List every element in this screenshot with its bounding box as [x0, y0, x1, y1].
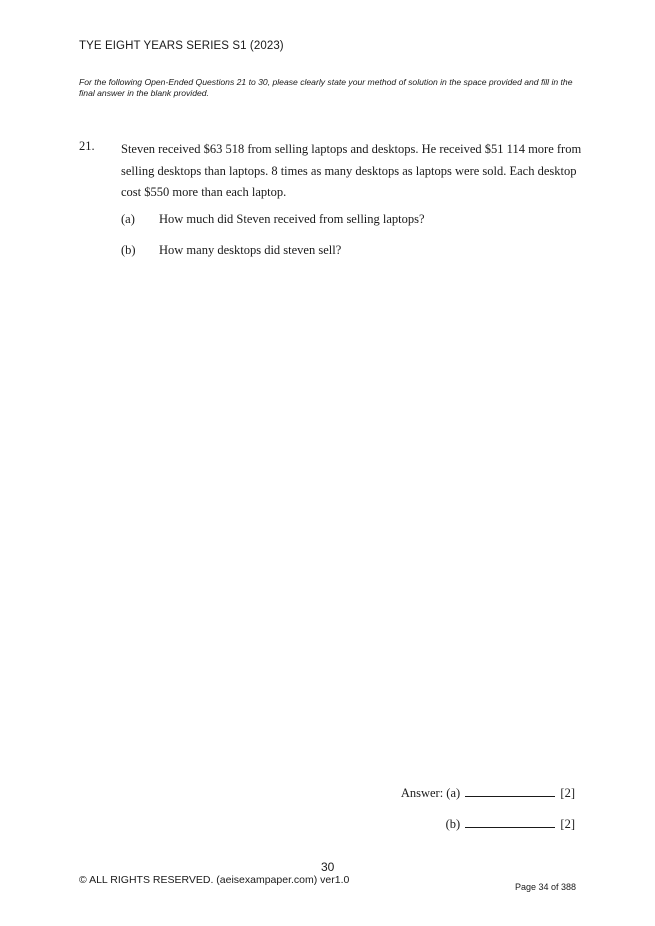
question-text: Steven received $63 518 from selling laptops and desktops. He received $51 114 more from selling desktops than laptops. 8 times as many desktops as laptops were sold. Each desktop cost $550 more than each laptop.: [121, 142, 582, 199]
answer-a-blank[interactable]: [465, 785, 555, 797]
answer-b-label: (b): [445, 817, 461, 831]
part-a-text: How much did Steven received from selling laptops?: [159, 212, 425, 226]
copyright-footer: © ALL RIGHTS RESERVED. (aeisexampaper.com) ver1.0: [79, 874, 350, 886]
answer-b-blank[interactable]: [465, 816, 555, 828]
answer-line-a: [401, 785, 575, 801]
document-header: TYE EIGHT YEARS SERIES S1 (2023): [79, 40, 284, 52]
part-b-text: How many desktops did steven sell?: [159, 243, 342, 257]
answer-prefix: Answer:: [400, 786, 444, 800]
instructions-text: For the following Open-Ended Questions 21 to 30, please clearly state your method of solution in the space provided and fill in the final answer in the blank provided.: [79, 77, 573, 98]
page-of-footer: Page 34 of 388: [514, 882, 576, 892]
part-a-label: (a): [121, 212, 135, 226]
question-number: 21.: [79, 139, 95, 153]
answer-a-marks: [2]: [560, 786, 575, 800]
answer-a-label: (a): [446, 786, 461, 800]
answer-line-b: [446, 816, 575, 832]
answer-b-marks: [2]: [560, 817, 575, 831]
page-number: 30: [321, 860, 335, 874]
part-b-label: (b): [121, 243, 136, 257]
